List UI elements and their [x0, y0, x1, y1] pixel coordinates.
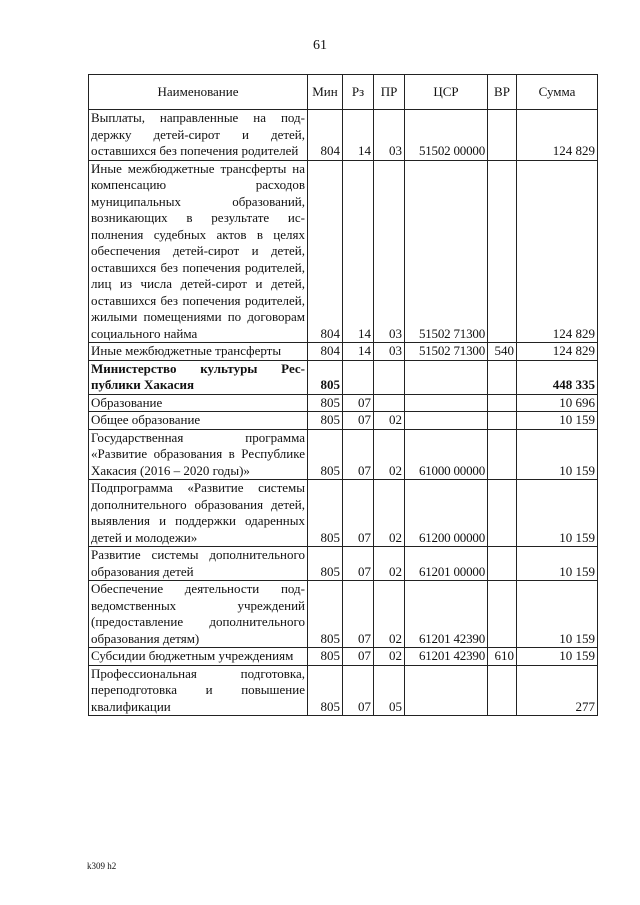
table-row — [89, 412, 598, 430]
cell-name: Министерство культуры Республики Хакасия — [89, 360, 308, 394]
table-row — [89, 429, 598, 480]
cell-name: Подпрограмма «Развитие системы дополнительного образования детей, выявления и поддержки одаренных детей и молодежи» — [89, 480, 308, 547]
cell-vr — [488, 665, 517, 716]
cell-pr — [374, 394, 405, 412]
cell-csr — [405, 412, 488, 430]
header-rz: Рз — [343, 75, 374, 110]
cell-name: Выплаты, направленные на поддержку детей-сирот и детей, оставшихся без попечения родителей — [89, 110, 308, 161]
cell-vr — [488, 480, 517, 547]
cell-pr: 02 — [374, 412, 405, 430]
table-header-row — [89, 75, 598, 110]
cell-vr — [488, 394, 517, 412]
cell-min: 805 — [308, 665, 343, 716]
cell-rz: 07 — [343, 429, 374, 480]
cell-pr: 03 — [374, 343, 405, 361]
cell-vr — [488, 581, 517, 648]
cell-name: Профессиональная подготовка, переподготовка и повышение квалификации — [89, 665, 308, 716]
cell-pr: 02 — [374, 429, 405, 480]
footer-code: k309 h2 — [87, 861, 117, 871]
cell-min: 804 — [308, 343, 343, 361]
cell-vr — [488, 160, 517, 343]
table-row — [89, 480, 598, 547]
header-csr: ЦСР — [405, 75, 488, 110]
cell-csr — [405, 665, 488, 716]
cell-sum: 10 159 — [517, 412, 598, 430]
cell-rz: 07 — [343, 648, 374, 666]
cell-name: Государственная программа «Развитие образования в Республике Хакасия (2016 – 2020 годы)» — [89, 429, 308, 480]
cell-pr: 05 — [374, 665, 405, 716]
cell-pr: 02 — [374, 648, 405, 666]
cell-min: 805 — [308, 394, 343, 412]
cell-csr: 51502 71300 — [405, 343, 488, 361]
cell-rz: 07 — [343, 665, 374, 716]
cell-vr — [488, 360, 517, 394]
cell-sum: 10 696 — [517, 394, 598, 412]
cell-min: 805 — [308, 360, 343, 394]
cell-sum: 124 829 — [517, 160, 598, 343]
cell-rz — [343, 360, 374, 394]
cell-sum: 10 159 — [517, 648, 598, 666]
cell-csr — [405, 394, 488, 412]
cell-name: Образование — [89, 394, 308, 412]
table-row — [89, 160, 598, 343]
header-name: Наименование — [89, 75, 308, 110]
cell-name: Общее образование — [89, 412, 308, 430]
cell-pr: 03 — [374, 110, 405, 161]
cell-name: Развитие системы дополнительного образования детей — [89, 547, 308, 581]
header-min: Мин — [308, 75, 343, 110]
cell-sum: 10 159 — [517, 581, 598, 648]
table-row — [89, 343, 598, 361]
table-row — [89, 665, 598, 716]
cell-rz: 07 — [343, 412, 374, 430]
cell-pr: 02 — [374, 581, 405, 648]
cell-pr: 02 — [374, 547, 405, 581]
cell-vr: 540 — [488, 343, 517, 361]
cell-sum: 124 829 — [517, 343, 598, 361]
table-row — [89, 110, 598, 161]
table-row — [89, 581, 598, 648]
cell-name: Иные межбюджетные трансферты на компенсацию расходов муниципальных образований, возникающих в результате исполнения судебных актов в целях обеспечения детей-сирот и детей, оставшихся без попечения родителей, лиц из числа детей-сирот и детей, оставшихся без попечения родителей, жилыми помещениями по договорам социального найма — [89, 160, 308, 343]
cell-rz: 07 — [343, 394, 374, 412]
cell-pr — [374, 360, 405, 394]
cell-csr — [405, 360, 488, 394]
cell-min: 805 — [308, 412, 343, 430]
cell-vr — [488, 412, 517, 430]
budget-table — [88, 74, 598, 716]
cell-sum: 10 159 — [517, 429, 598, 480]
cell-pr: 02 — [374, 480, 405, 547]
page-number: 61 — [313, 38, 327, 53]
table-row — [89, 394, 598, 412]
cell-rz: 07 — [343, 480, 374, 547]
cell-rz: 14 — [343, 160, 374, 343]
cell-vr — [488, 110, 517, 161]
cell-rz: 14 — [343, 110, 374, 161]
cell-rz: 14 — [343, 343, 374, 361]
cell-rz: 07 — [343, 581, 374, 648]
header-pr: ПР — [374, 75, 405, 110]
cell-min: 805 — [308, 429, 343, 480]
table-body — [89, 110, 598, 716]
table-row — [89, 360, 598, 394]
cell-sum: 124 829 — [517, 110, 598, 161]
cell-min: 804 — [308, 160, 343, 343]
cell-csr: 61000 00000 — [405, 429, 488, 480]
table-row — [89, 547, 598, 581]
cell-name: Иные межбюджетные трансферты — [89, 343, 308, 361]
cell-name: Обеспечение деятельности подведомственных учреждений (предоставление дополнительного образования детям) — [89, 581, 308, 648]
cell-sum: 277 — [517, 665, 598, 716]
table-row — [89, 648, 598, 666]
cell-rz: 07 — [343, 547, 374, 581]
cell-csr: 51502 00000 — [405, 110, 488, 161]
cell-sum: 10 159 — [517, 480, 598, 547]
cell-vr — [488, 429, 517, 480]
cell-csr: 51502 71300 — [405, 160, 488, 343]
cell-min: 805 — [308, 648, 343, 666]
cell-sum: 10 159 — [517, 547, 598, 581]
cell-name: Субсидии бюджетным учреждениям — [89, 648, 308, 666]
cell-pr: 03 — [374, 160, 405, 343]
cell-vr: 610 — [488, 648, 517, 666]
header-sum: Сумма — [517, 75, 598, 110]
cell-csr: 61200 00000 — [405, 480, 488, 547]
cell-csr: 61201 42390 — [405, 648, 488, 666]
cell-min: 804 — [308, 110, 343, 161]
cell-min: 805 — [308, 480, 343, 547]
cell-min: 805 — [308, 581, 343, 648]
cell-min: 805 — [308, 547, 343, 581]
cell-csr: 61201 42390 — [405, 581, 488, 648]
cell-csr: 61201 00000 — [405, 547, 488, 581]
header-vr: ВР — [488, 75, 517, 110]
cell-vr — [488, 547, 517, 581]
cell-sum: 448 335 — [517, 360, 598, 394]
